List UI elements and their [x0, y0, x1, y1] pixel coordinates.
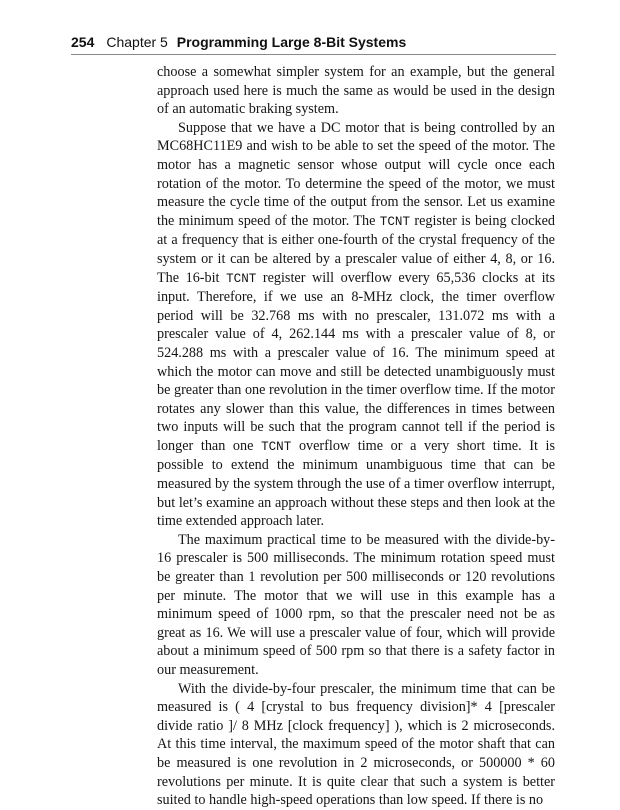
paragraph-1: choose a somewhat simpler system for an example, but the general approach used here is much the same as would be used in the design of an automatic braking system. [157, 64, 555, 118]
register-name-tcnt: TCNT [379, 214, 411, 229]
body-text [157, 63, 555, 810]
running-head [71, 33, 556, 53]
header-rule [71, 54, 556, 55]
page-number: 254 [71, 34, 95, 50]
chapter-title: Programming Large 8-Bit Systems [176, 34, 407, 50]
paragraph-2-text: register will overflow every 65,536 clocks at its input. Therefore, if we use an 8-MHz clock, the timer overflow period will be 32.768 ms with no prescaler, 131.072 ms with a prescaler value of 4, 262.144 ms with a prescaler value of 8, or 524.288 ms with a prescaler value of 16. The minimum speed at which the motor can move and still be detected unambiguously must be greater than one revolution in the timer overflow time. If the motor rotates any slower than this value, the differences in times between two inputs will be such that the program cannot tell if the period is longer than one [157, 269, 556, 454]
paragraph-2-text: overflow time or a very short time. It is possible to extend the minimum unambiguous time that can be measured by the system through the use of a timer overflow interrupt, but let’s examine an approach without these steps and then look at the time extended approach later. [157, 437, 556, 530]
paragraph-2 [157, 119, 555, 531]
register-name-tcnt: TCNT [226, 271, 257, 286]
paragraph-3: The maximum practical time to be measured with the divide-by-16 prescaler is 500 milliseconds. The minimum rotation speed must be greater than 1 revolution per 500 milliseconds or 120 revolutions per minute. The motor that we will use in this example has a minimum speed of 1000 rpm, so that the prescaler need not be as great as 16. We will use a prescaler value of four, which will provide about a minimum speed of 500 rpm so that there is a safety factor in our measurement. [157, 531, 555, 678]
chapter-label: Chapter 5 [106, 34, 168, 50]
paragraph-2-text: Suppose that we have a DC motor that is being controlled by an MC68HC11E9 and wish to be able to set the speed of the motor. The motor has a magnetic sensor whose output will cycle once each rotation of the motor. To determine the speed of the motor, we must measure the cycle time of the output from the sensor. Let us examine the minimum speed of the motor. The [157, 119, 555, 229]
register-name-tcnt: TCNT [261, 439, 292, 454]
paragraph-4: With the divide-by-four prescaler, the minimum time that can be measured is ( 4 [crystal to bus frequency division]* 4 [prescaler divide ratio ]/ 8 MHz [clock frequency] ), which is 2 microseconds. At this time interval, the maximum speed of the motor shaft that can be measured is one revolution in 2 microseconds, or 500000 * 60 revolutions per minute. It is quite clear that such a system is better suited to handle high-speed operations than low speed. If there is no [157, 680, 555, 809]
paragraph-2-text: register is being clocked at a frequency that is either one-fourth of the crystal frequency of the system or it can be altered by a prescaler value of either 4, 8, or 16. The 16-bit [157, 212, 556, 286]
